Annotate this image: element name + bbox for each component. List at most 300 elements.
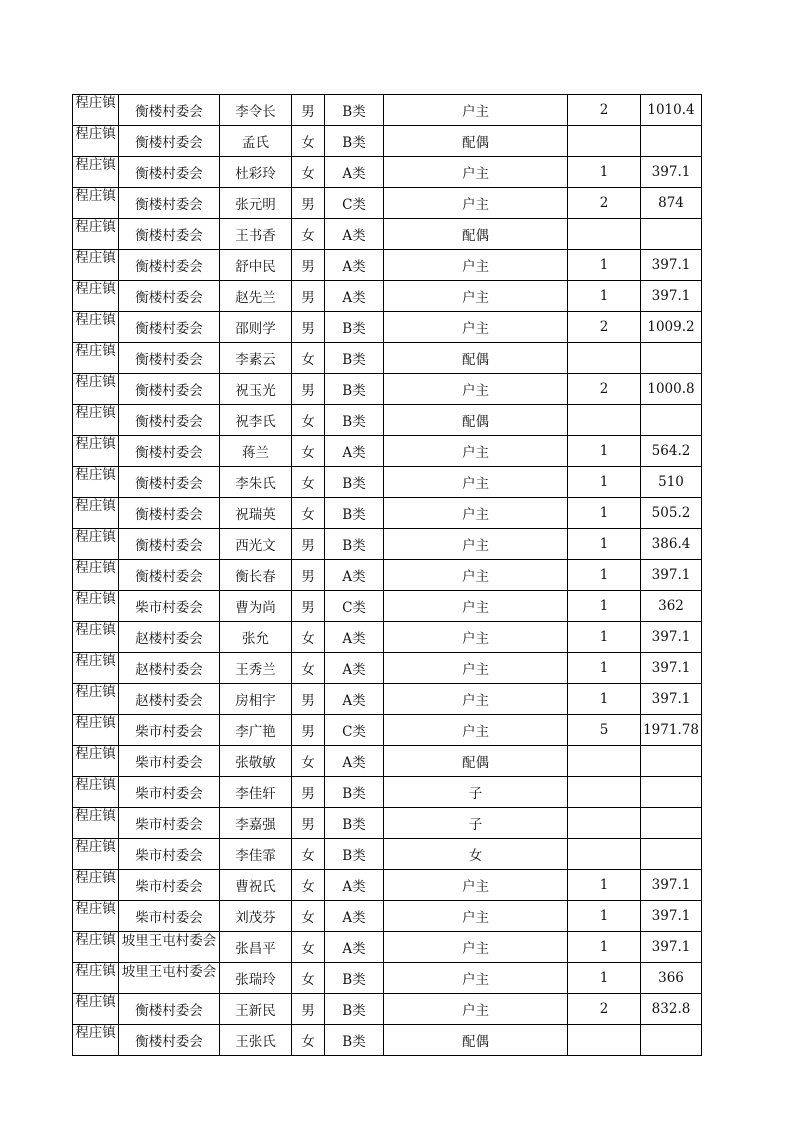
village-cell: 衡楼村委会 <box>119 157 220 188</box>
town-label: 程庄镇 <box>75 219 116 235</box>
village-cell: 衡楼村委会 <box>119 498 220 529</box>
name-cell: 李佳轩 <box>220 777 292 808</box>
table-row <box>73 312 702 343</box>
table-row <box>73 498 702 529</box>
name-cell: 王新民 <box>220 994 292 1025</box>
name-cell: 刘茂芬 <box>220 901 292 932</box>
table-row <box>73 808 702 839</box>
table-row <box>73 901 702 932</box>
table-row <box>73 560 702 591</box>
table-row <box>73 250 702 281</box>
household-count-cell <box>568 839 641 870</box>
household-count-cell <box>568 777 641 808</box>
village-cell: 柴市村委会 <box>119 808 220 839</box>
table-row <box>73 777 702 808</box>
amount-cell: 397.1 <box>641 560 702 591</box>
household-count-cell: 1 <box>568 529 641 560</box>
town-label: 程庄镇 <box>75 808 116 824</box>
category-cell: B类 <box>325 1025 384 1056</box>
sex-cell: 女 <box>292 870 325 901</box>
sex-cell: 女 <box>292 343 325 374</box>
household-count-cell: 1 <box>568 963 641 994</box>
amount-cell <box>641 126 702 157</box>
amount-cell: 832.8 <box>641 994 702 1025</box>
category-cell: C类 <box>325 591 384 622</box>
amount-cell: 397.1 <box>641 281 702 312</box>
amount-cell: 1010.4 <box>641 95 702 126</box>
relation-cell: 户主 <box>384 467 568 498</box>
sex-cell: 女 <box>292 157 325 188</box>
name-cell: 张昌平 <box>220 932 292 963</box>
town-cell <box>73 405 119 436</box>
town-label: 程庄镇 <box>75 312 116 328</box>
category-cell: B类 <box>325 529 384 560</box>
category-cell: B类 <box>325 467 384 498</box>
name-cell: 李素云 <box>220 343 292 374</box>
household-count-cell: 1 <box>568 498 641 529</box>
sex-cell: 男 <box>292 374 325 405</box>
table-row <box>73 188 702 219</box>
town-cell <box>73 932 119 963</box>
name-cell: 李朱氏 <box>220 467 292 498</box>
village-cell: 衡楼村委会 <box>119 560 220 591</box>
amount-cell: 505.2 <box>641 498 702 529</box>
category-cell: B类 <box>325 126 384 157</box>
category-cell: A类 <box>325 622 384 653</box>
category-cell: B类 <box>325 839 384 870</box>
town-cell <box>73 746 119 777</box>
name-cell: 杜彩玲 <box>220 157 292 188</box>
name-cell: 李佳霏 <box>220 839 292 870</box>
relation-cell: 户主 <box>384 715 568 746</box>
relation-cell: 配偶 <box>384 126 568 157</box>
sex-cell: 女 <box>292 126 325 157</box>
name-cell: 李令长 <box>220 95 292 126</box>
table-body <box>73 95 702 1056</box>
amount-cell <box>641 777 702 808</box>
relation-cell: 户主 <box>384 312 568 343</box>
town-label: 程庄镇 <box>75 281 116 297</box>
town-cell <box>73 901 119 932</box>
category-cell: A类 <box>325 901 384 932</box>
name-cell: 王秀兰 <box>220 653 292 684</box>
village-label: 坡里王屯村委会 <box>121 932 217 949</box>
town-label: 程庄镇 <box>75 529 116 545</box>
town-label: 程庄镇 <box>75 250 116 266</box>
town-cell <box>73 95 119 126</box>
name-cell: 西光文 <box>220 529 292 560</box>
town-label: 程庄镇 <box>75 715 116 731</box>
category-cell: A类 <box>325 560 384 591</box>
category-cell: A类 <box>325 157 384 188</box>
town-cell <box>73 436 119 467</box>
town-label: 程庄镇 <box>75 157 116 173</box>
town-cell <box>73 188 119 219</box>
name-cell: 李广艳 <box>220 715 292 746</box>
village-cell: 柴市村委会 <box>119 715 220 746</box>
relation-cell: 户主 <box>384 374 568 405</box>
town-cell <box>73 653 119 684</box>
relation-cell: 户主 <box>384 622 568 653</box>
household-count-cell: 2 <box>568 95 641 126</box>
table-row <box>73 591 702 622</box>
town-label: 程庄镇 <box>75 1025 116 1041</box>
village-cell: 柴市村委会 <box>119 591 220 622</box>
sex-cell: 女 <box>292 467 325 498</box>
household-count-cell: 1 <box>568 653 641 684</box>
village-cell: 柴市村委会 <box>119 839 220 870</box>
relation-cell: 户主 <box>384 529 568 560</box>
village-cell: 柴市村委会 <box>119 777 220 808</box>
name-cell: 王书香 <box>220 219 292 250</box>
table-row <box>73 374 702 405</box>
town-cell <box>73 281 119 312</box>
table-row <box>73 994 702 1025</box>
table-row <box>73 746 702 777</box>
household-count-cell <box>568 405 641 436</box>
town-cell <box>73 560 119 591</box>
category-cell: A类 <box>325 250 384 281</box>
category-cell: B类 <box>325 312 384 343</box>
town-label: 程庄镇 <box>75 467 116 483</box>
relation-cell: 户主 <box>384 653 568 684</box>
relation-cell: 户主 <box>384 963 568 994</box>
town-cell <box>73 157 119 188</box>
household-count-cell: 2 <box>568 188 641 219</box>
relation-cell: 户主 <box>384 591 568 622</box>
category-cell: B类 <box>325 808 384 839</box>
relation-cell: 户主 <box>384 901 568 932</box>
relation-cell: 户主 <box>384 281 568 312</box>
town-label: 程庄镇 <box>75 126 116 142</box>
name-cell: 祝玉光 <box>220 374 292 405</box>
table-row <box>73 684 702 715</box>
village-cell: 赵楼村委会 <box>119 653 220 684</box>
table-row <box>73 1025 702 1056</box>
town-label: 程庄镇 <box>75 591 116 607</box>
amount-cell <box>641 405 702 436</box>
category-cell: B类 <box>325 498 384 529</box>
name-cell: 王张氏 <box>220 1025 292 1056</box>
amount-cell: 397.1 <box>641 622 702 653</box>
town-label: 程庄镇 <box>75 436 116 452</box>
amount-cell: 397.1 <box>641 157 702 188</box>
town-cell <box>73 715 119 746</box>
amount-cell: 1971.78 <box>641 715 702 746</box>
town-cell <box>73 374 119 405</box>
town-label: 程庄镇 <box>75 188 116 204</box>
town-cell <box>73 498 119 529</box>
town-cell <box>73 870 119 901</box>
household-count-cell <box>568 343 641 374</box>
name-cell: 张瑞玲 <box>220 963 292 994</box>
village-cell: 衡楼村委会 <box>119 405 220 436</box>
table-row <box>73 157 702 188</box>
household-count-cell <box>568 126 641 157</box>
relation-cell: 户主 <box>384 684 568 715</box>
category-cell: B类 <box>325 994 384 1025</box>
village-cell: 衡楼村委会 <box>119 126 220 157</box>
village-cell: 柴市村委会 <box>119 746 220 777</box>
town-cell <box>73 963 119 994</box>
table-row <box>73 715 702 746</box>
household-count-cell: 2 <box>568 312 641 343</box>
sex-cell: 男 <box>292 777 325 808</box>
sex-cell: 女 <box>292 1025 325 1056</box>
name-cell: 舒中民 <box>220 250 292 281</box>
household-count-cell <box>568 808 641 839</box>
amount-cell: 397.1 <box>641 870 702 901</box>
sex-cell: 女 <box>292 653 325 684</box>
household-count-cell: 1 <box>568 250 641 281</box>
relation-cell: 户主 <box>384 95 568 126</box>
sex-cell: 男 <box>292 281 325 312</box>
household-count-cell: 1 <box>568 901 641 932</box>
town-cell <box>73 684 119 715</box>
table-row <box>73 405 702 436</box>
town-cell <box>73 250 119 281</box>
relation-cell: 户主 <box>384 436 568 467</box>
relation-cell: 户主 <box>384 560 568 591</box>
sex-cell: 男 <box>292 715 325 746</box>
amount-cell: 397.1 <box>641 932 702 963</box>
table-row <box>73 281 702 312</box>
relation-cell: 户主 <box>384 932 568 963</box>
table-row <box>73 839 702 870</box>
sex-cell: 女 <box>292 746 325 777</box>
town-label: 程庄镇 <box>75 560 116 576</box>
household-count-cell: 1 <box>568 684 641 715</box>
town-label: 程庄镇 <box>75 870 116 886</box>
relation-cell: 配偶 <box>384 219 568 250</box>
relation-cell: 配偶 <box>384 343 568 374</box>
amount-cell: 366 <box>641 963 702 994</box>
town-label: 程庄镇 <box>75 963 116 979</box>
amount-cell <box>641 839 702 870</box>
village-label: 坡里王屯村委会 <box>121 963 217 980</box>
household-count-cell <box>568 219 641 250</box>
village-cell: 衡楼村委会 <box>119 219 220 250</box>
town-cell <box>73 622 119 653</box>
table-row <box>73 653 702 684</box>
household-count-cell: 1 <box>568 281 641 312</box>
sex-cell: 女 <box>292 405 325 436</box>
category-cell: A类 <box>325 870 384 901</box>
sex-cell: 男 <box>292 95 325 126</box>
name-cell: 祝瑞英 <box>220 498 292 529</box>
category-cell: B类 <box>325 95 384 126</box>
village-cell: 衡楼村委会 <box>119 343 220 374</box>
name-cell: 张允 <box>220 622 292 653</box>
sex-cell: 男 <box>292 250 325 281</box>
village-cell: 柴市村委会 <box>119 901 220 932</box>
name-cell: 曹为尚 <box>220 591 292 622</box>
category-cell: A类 <box>325 281 384 312</box>
village-cell <box>119 932 220 963</box>
name-cell: 张敬敏 <box>220 746 292 777</box>
amount-cell <box>641 1025 702 1056</box>
household-count-cell: 2 <box>568 994 641 1025</box>
relation-cell: 户主 <box>384 157 568 188</box>
household-count-cell <box>568 746 641 777</box>
village-cell: 衡楼村委会 <box>119 467 220 498</box>
village-cell: 衡楼村委会 <box>119 281 220 312</box>
amount-cell <box>641 343 702 374</box>
village-cell: 赵楼村委会 <box>119 684 220 715</box>
amount-cell <box>641 746 702 777</box>
town-label: 程庄镇 <box>75 653 116 669</box>
name-cell: 祝李氏 <box>220 405 292 436</box>
table-row <box>73 870 702 901</box>
household-count-cell: 1 <box>568 560 641 591</box>
amount-cell: 1009.2 <box>641 312 702 343</box>
sex-cell: 男 <box>292 312 325 343</box>
household-count-cell: 1 <box>568 436 641 467</box>
village-cell: 衡楼村委会 <box>119 1025 220 1056</box>
town-label: 程庄镇 <box>75 684 116 700</box>
sex-cell: 男 <box>292 684 325 715</box>
sex-cell: 女 <box>292 963 325 994</box>
village-cell: 衡楼村委会 <box>119 188 220 219</box>
relation-cell: 户主 <box>384 994 568 1025</box>
relation-cell: 子 <box>384 777 568 808</box>
amount-cell: 510 <box>641 467 702 498</box>
town-label: 程庄镇 <box>75 498 116 514</box>
village-cell: 衡楼村委会 <box>119 994 220 1025</box>
town-cell <box>73 343 119 374</box>
category-cell: A类 <box>325 746 384 777</box>
sex-cell: 女 <box>292 932 325 963</box>
amount-cell: 386.4 <box>641 529 702 560</box>
table-row <box>73 467 702 498</box>
category-cell: B类 <box>325 963 384 994</box>
sex-cell: 女 <box>292 901 325 932</box>
town-label: 程庄镇 <box>75 374 116 390</box>
household-count-cell <box>568 1025 641 1056</box>
table-row <box>73 219 702 250</box>
sex-cell: 男 <box>292 591 325 622</box>
amount-cell: 397.1 <box>641 684 702 715</box>
table-row <box>73 529 702 560</box>
town-cell <box>73 312 119 343</box>
town-label: 程庄镇 <box>75 343 116 359</box>
sex-cell: 男 <box>292 529 325 560</box>
relation-cell: 户主 <box>384 870 568 901</box>
category-cell: A类 <box>325 684 384 715</box>
amount-cell: 362 <box>641 591 702 622</box>
category-cell: B类 <box>325 405 384 436</box>
village-cell: 衡楼村委会 <box>119 250 220 281</box>
category-cell: B类 <box>325 374 384 405</box>
amount-cell: 397.1 <box>641 250 702 281</box>
amount-cell: 397.1 <box>641 901 702 932</box>
sex-cell: 男 <box>292 808 325 839</box>
amount-cell <box>641 219 702 250</box>
category-cell: A类 <box>325 932 384 963</box>
table-row <box>73 126 702 157</box>
town-cell <box>73 529 119 560</box>
category-cell: B类 <box>325 777 384 808</box>
household-count-cell: 1 <box>568 870 641 901</box>
household-count-cell: 5 <box>568 715 641 746</box>
amount-cell: 564.2 <box>641 436 702 467</box>
name-cell: 赵先兰 <box>220 281 292 312</box>
town-cell <box>73 777 119 808</box>
town-cell <box>73 591 119 622</box>
category-cell: C类 <box>325 715 384 746</box>
name-cell: 蒋兰 <box>220 436 292 467</box>
category-cell: B类 <box>325 343 384 374</box>
town-cell <box>73 467 119 498</box>
town-label: 程庄镇 <box>75 746 116 762</box>
sex-cell: 男 <box>292 188 325 219</box>
sex-cell: 女 <box>292 436 325 467</box>
relation-cell: 户主 <box>384 250 568 281</box>
household-count-cell: 2 <box>568 374 641 405</box>
town-label: 程庄镇 <box>75 932 116 948</box>
table-row <box>73 436 702 467</box>
sex-cell: 男 <box>292 994 325 1025</box>
town-cell <box>73 808 119 839</box>
name-cell: 曹祝氏 <box>220 870 292 901</box>
town-cell <box>73 126 119 157</box>
table-row <box>73 343 702 374</box>
town-label: 程庄镇 <box>75 405 116 421</box>
sex-cell: 女 <box>292 622 325 653</box>
name-cell: 李嘉强 <box>220 808 292 839</box>
name-cell: 张元明 <box>220 188 292 219</box>
household-count-cell: 1 <box>568 157 641 188</box>
beneficiary-table <box>72 94 702 1056</box>
relation-cell: 配偶 <box>384 746 568 777</box>
town-cell <box>73 994 119 1025</box>
amount-cell <box>641 808 702 839</box>
household-count-cell: 1 <box>568 467 641 498</box>
household-count-cell: 1 <box>568 591 641 622</box>
category-cell: A类 <box>325 219 384 250</box>
amount-cell: 874 <box>641 188 702 219</box>
town-label: 程庄镇 <box>75 95 116 111</box>
name-cell: 孟氏 <box>220 126 292 157</box>
name-cell: 衡长春 <box>220 560 292 591</box>
village-cell: 衡楼村委会 <box>119 95 220 126</box>
household-count-cell: 1 <box>568 622 641 653</box>
relation-cell: 配偶 <box>384 405 568 436</box>
village-cell: 衡楼村委会 <box>119 529 220 560</box>
town-cell <box>73 839 119 870</box>
amount-cell: 397.1 <box>641 653 702 684</box>
category-cell: A类 <box>325 436 384 467</box>
relation-cell: 户主 <box>384 498 568 529</box>
name-cell: 房相宇 <box>220 684 292 715</box>
relation-cell: 户主 <box>384 188 568 219</box>
village-cell: 衡楼村委会 <box>119 374 220 405</box>
town-label: 程庄镇 <box>75 994 116 1010</box>
category-cell: A类 <box>325 653 384 684</box>
table-row <box>73 963 702 994</box>
town-label: 程庄镇 <box>75 839 116 855</box>
relation-cell: 子 <box>384 808 568 839</box>
village-cell <box>119 963 220 994</box>
table-row <box>73 932 702 963</box>
table-row <box>73 622 702 653</box>
town-cell <box>73 219 119 250</box>
name-cell: 邵则学 <box>220 312 292 343</box>
relation-cell: 配偶 <box>384 1025 568 1056</box>
town-label: 程庄镇 <box>75 622 116 638</box>
town-label: 程庄镇 <box>75 777 116 793</box>
town-label: 程庄镇 <box>75 901 116 917</box>
